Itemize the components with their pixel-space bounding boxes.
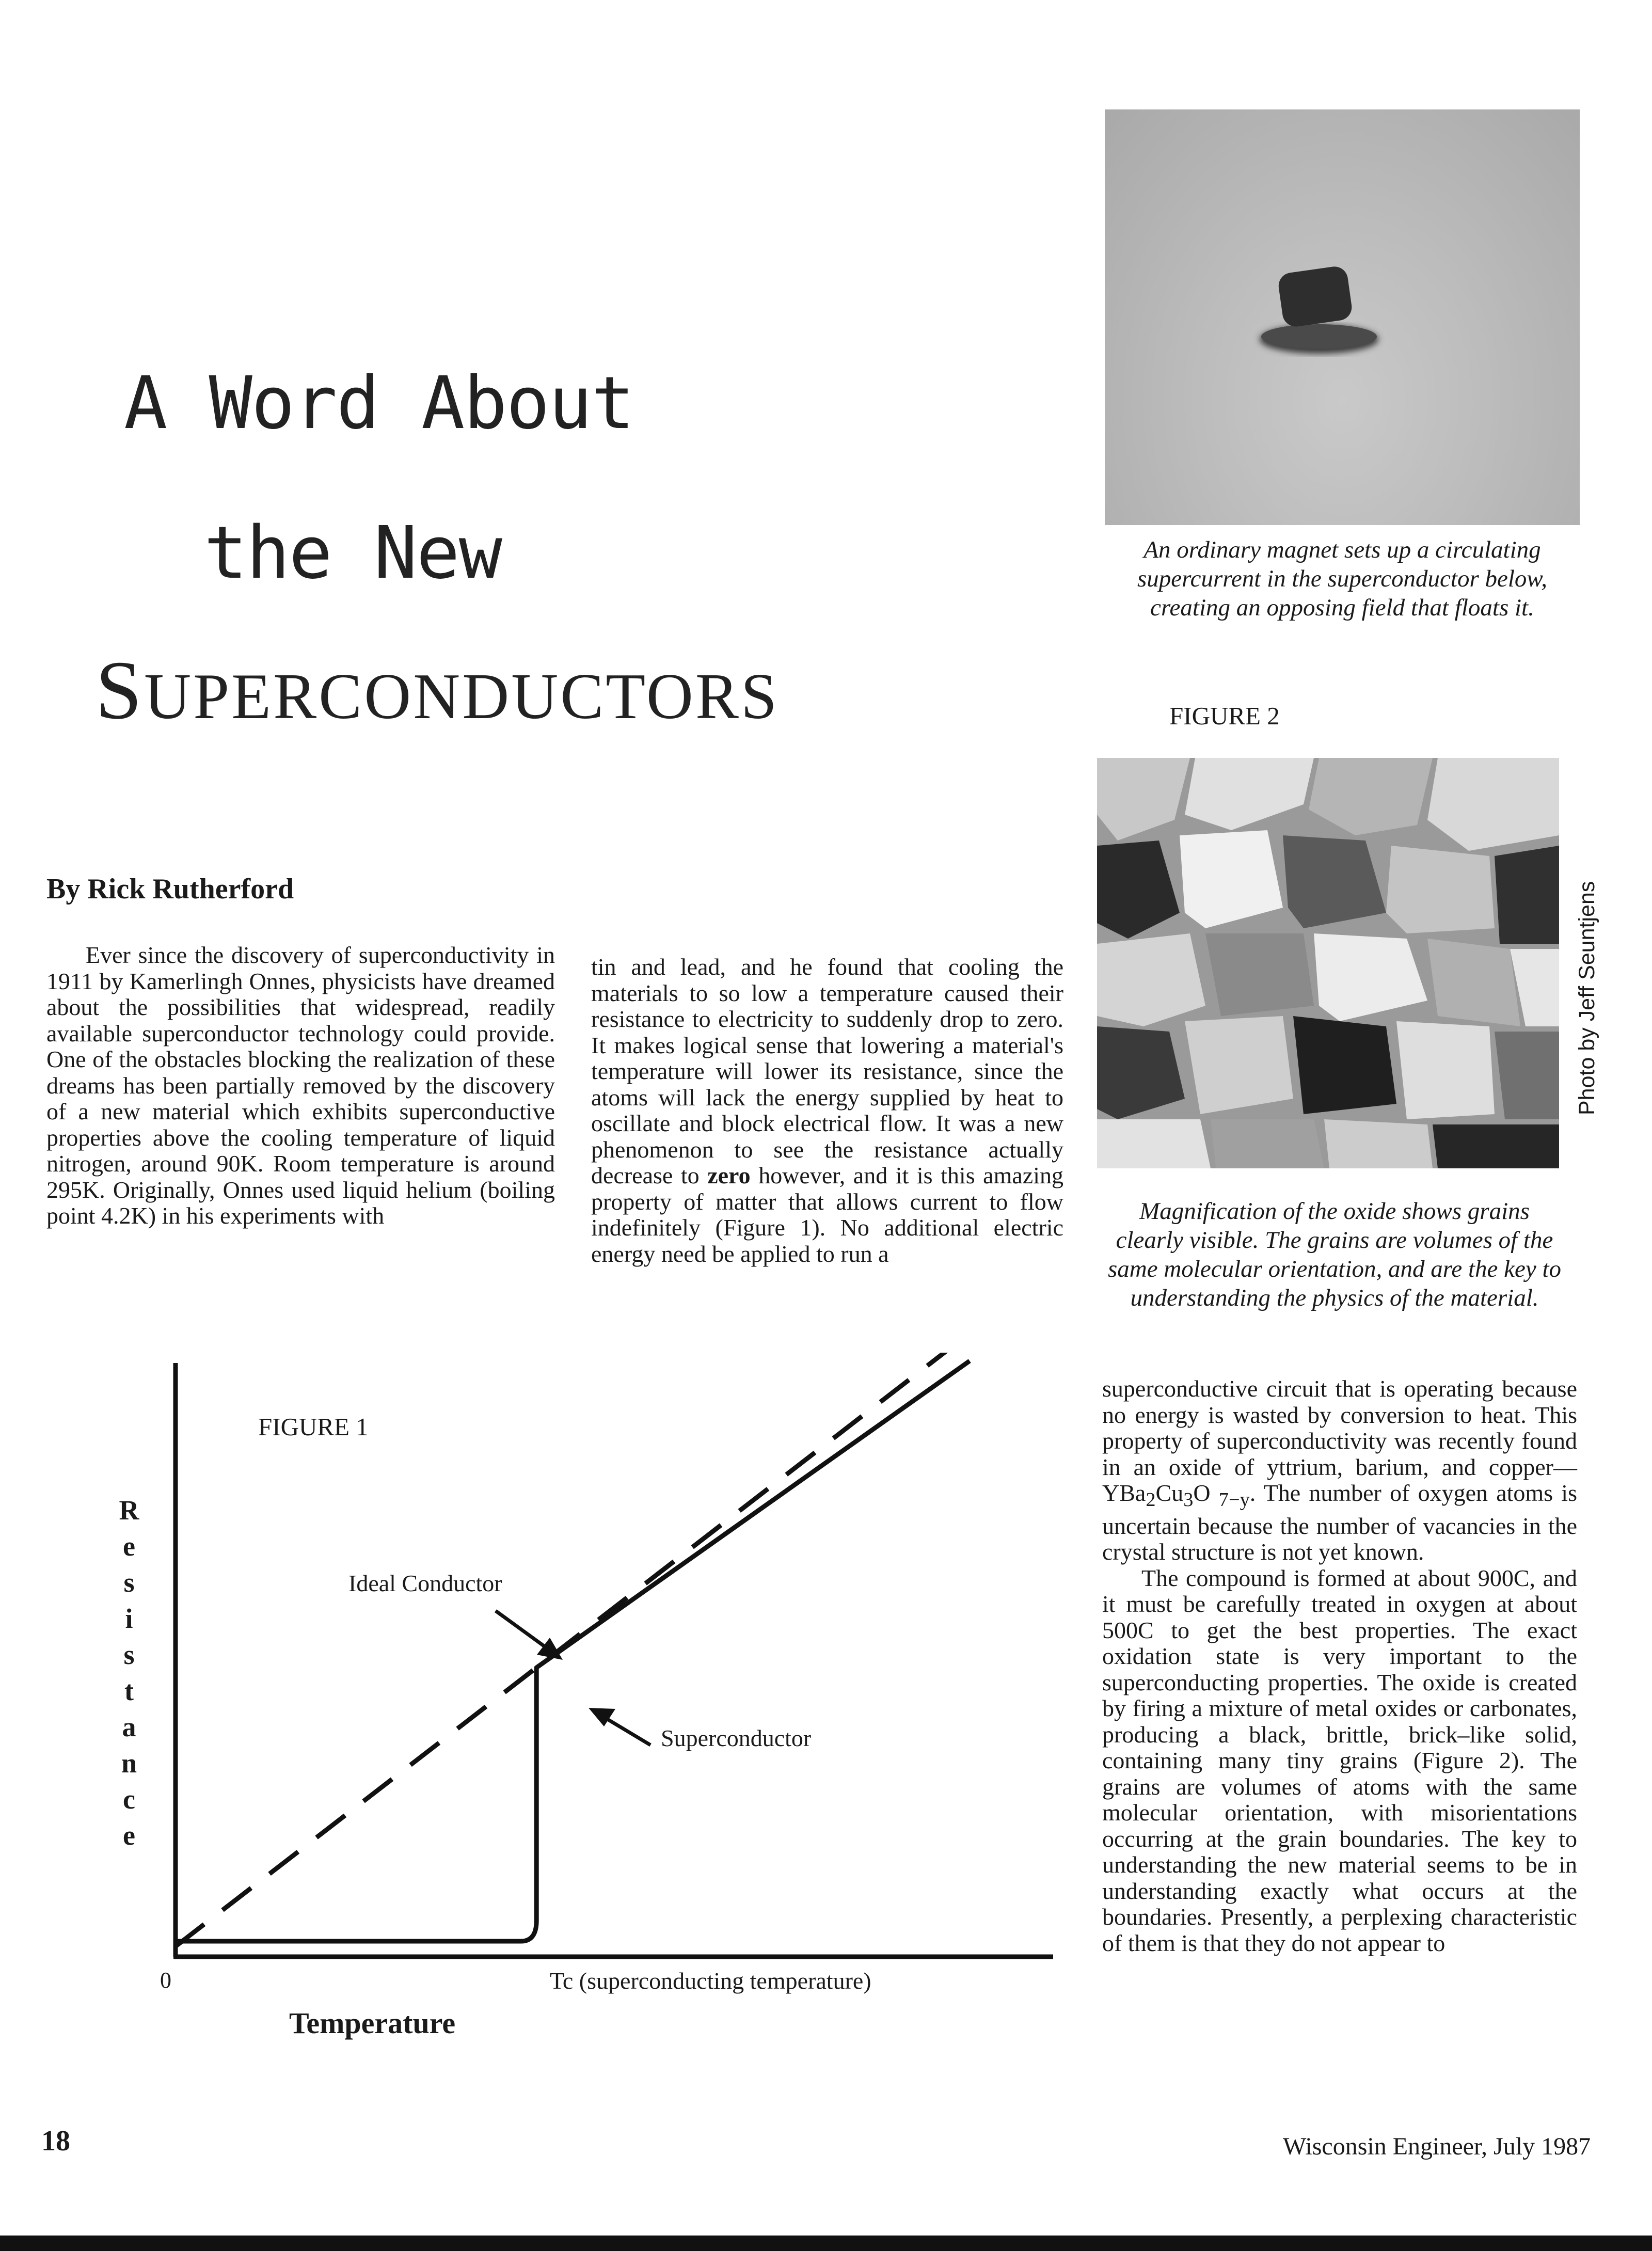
- journal-footer: Wisconsin Engineer, July 1987: [1283, 2133, 1591, 2160]
- title-line-2: the New: [204, 511, 502, 595]
- byline: By Rick Rutherford: [46, 873, 294, 905]
- figure-1-chart: [83, 1353, 1063, 2065]
- paragraph: tin and lead, and he found that cooling the materials to so low a temperature caused their resistance to electricity to suddenly drop to zero. It makes logical sense that lowering a material's temperature will lower its resistance, since the atoms will lack the energy supplied by heat to oscillate and block electrical flow. It was a new phenomenon to see the resistance actually decrease to zero however, and it is this amazing property of matter that allows current to flow indefinitely (Figure 1). No additional electric energy need be applied to run a: [591, 954, 1063, 1267]
- paragraph: Ever since the discovery of superconductivity in 1911 by Kamerlingh Onnes, physicists have dreamed about the possibilities that widespread, readily available superconductor technology could provide. One of the obstacles blocking the realization of these dreams has been partially removed by the discovery of a new material which exhibits superconductive properties above the cooling temperature of liquid nitrogen, around 90K. Room temperature is around 295K. Originally, Onnes used liquid helium (boiling point 4.2K) in his experiments with: [46, 942, 555, 1229]
- paragraph: superconductive circuit that is operating because no energy is wasted by conversion to heat. This property of superconductivity was recently found in an oxide of yttrium, barium, and $copper—YBa_2Cu_3O$ $_{7-y}$. The number of oxygen atoms is uncertain because the number of vacancies in the crystal structure is not yet known.: [1102, 1375, 1577, 1565]
- y-axis-label: R e s i s t a n c e: [119, 1495, 139, 1851]
- figure-1-svg: [83, 1353, 1063, 2065]
- photo-caption: An ordinary magnet sets up a circulating supercurrent in the superconductor below, creating an opposing field that floats it.: [1137, 536, 1548, 621]
- ideal-conductor-line: [176, 1353, 970, 1946]
- x-axis-label: Temperature: [289, 2006, 456, 2040]
- title-line-1: A Word About: [124, 361, 634, 446]
- article-column-3: [1102, 1376, 1577, 1956]
- title-line-3: SUPERCONDUCTORS: [96, 644, 780, 737]
- tc-tick-label: Tc (superconducting temperature): [550, 1968, 871, 1994]
- page-number: 18: [41, 2125, 70, 2157]
- figure-2-label: FIGURE 2: [1169, 702, 1280, 730]
- figure-1-label: FIGURE 1: [258, 1413, 369, 1441]
- figure-2-caption: Magnification of the oxide shows grains clearly visible. The grains are volumes of the same molecular orientation, and are the key to understanding the physics of the material.: [1107, 1198, 1561, 1311]
- bottom-edge: [0, 2236, 1652, 2251]
- ideal-conductor-label: Ideal Conductor: [348, 1570, 502, 1596]
- paragraph: The compound is formed at about 900C, and it must be carefully treated in oxygen at about 500C to get the best properties. The exact oxidation state is very important to the superconducting properties. The oxide is created by firing a mixture of metal oxides or carbonates, producing a black, brittle, brick–like solid, containing many tiny grains (Figure 2). The grains are volumes of atoms with the same molecular orientation, with misorientations occurring at the grain boundaries. The key to understanding the new material seems to be in understanding exactly what occurs at the boundaries. Presently, a perplexing characteristic of them is that they do not appear to: [1102, 1564, 1577, 1956]
- superconductor-arrow: [589, 1708, 650, 1745]
- levitating-magnet-photo: [1105, 109, 1580, 525]
- superconductor-label: Superconductor: [661, 1725, 812, 1751]
- article-column-1: [46, 942, 555, 1229]
- origin-tick-label: 0: [160, 1968, 171, 1993]
- ideal-arrow: [496, 1611, 563, 1660]
- photo-credit: Photo by Jeff Seuntjens: [1575, 881, 1599, 1115]
- article-column-2: [591, 954, 1063, 1267]
- grain-micrograph-photo: [1097, 758, 1559, 1168]
